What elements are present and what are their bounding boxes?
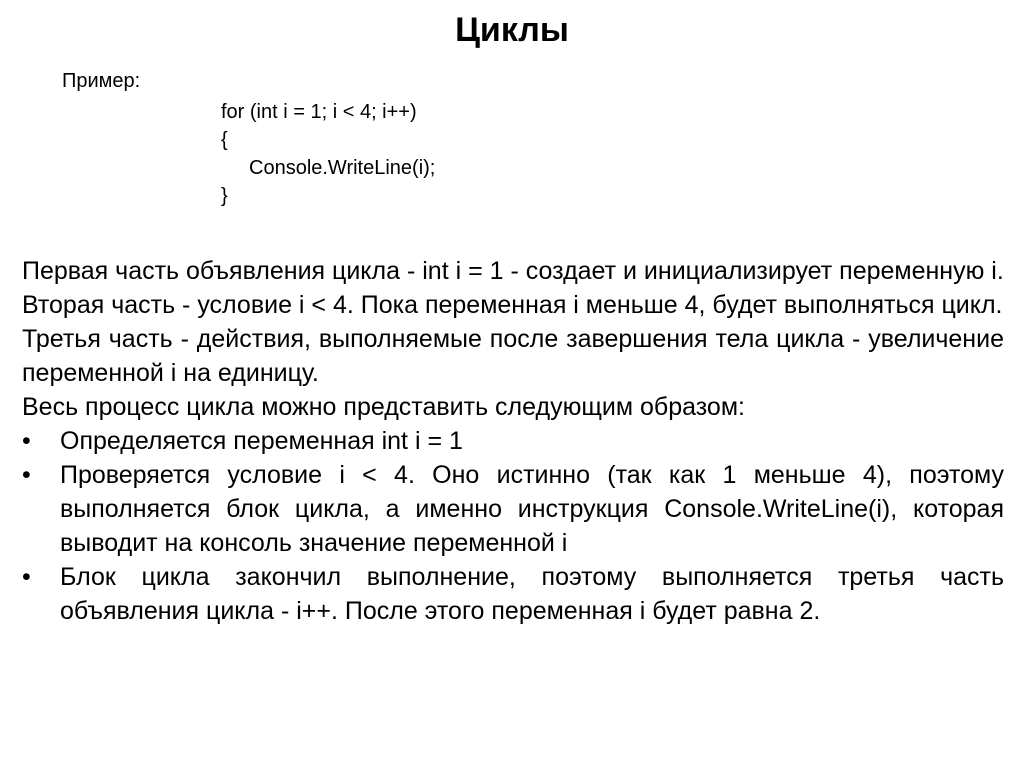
process-steps-list bbox=[22, 424, 1004, 628]
list-item bbox=[22, 458, 1004, 560]
code-line-close-brace: } bbox=[221, 185, 228, 207]
example-label: Пример: bbox=[62, 70, 141, 92]
list-item-text: Определяется переменная int i = 1 bbox=[60, 427, 463, 455]
paragraph-first-part: Первая часть объявления цикла - int i = 1 - создает и инициализирует переменную i. bbox=[22, 257, 1004, 285]
bullet-icon: • bbox=[22, 427, 31, 455]
paragraph-second-part: Вторая часть - условие i < 4. Пока переменная i меньше 4, будет выполняться цикл. bbox=[22, 291, 1003, 319]
code-line-body: Console.WriteLine(i); bbox=[249, 157, 436, 179]
code-example bbox=[221, 98, 435, 210]
list-item bbox=[22, 424, 1004, 458]
list-item-text: Проверяется условие i < 4. Оно истинно (так как 1 меньше 4), поэтому выполняется блок цикла, а именно инструкция Console.WriteLine(i), которая выводит на консоль значение переменной i bbox=[60, 461, 1004, 557]
paragraph-third-part: Третья часть - действия, выполняемые после завершения тела цикла - увеличение переменной i на единицу. bbox=[22, 325, 1004, 387]
code-line-for: for (int i = 1; i < 4; i++) bbox=[221, 101, 417, 123]
explanation-text bbox=[22, 254, 1004, 628]
list-item bbox=[22, 560, 1004, 628]
paragraph-process-intro: Весь процесс цикла можно представить следующим образом: bbox=[22, 393, 745, 421]
slide-title: Циклы bbox=[455, 11, 569, 49]
bullet-icon: • bbox=[22, 563, 31, 591]
list-item-text: Блок цикла закончил выполнение, поэтому выполняется третья часть объявления цикла - i++. После этого переменная i будет равна 2. bbox=[60, 563, 1004, 625]
bullet-icon: • bbox=[22, 461, 31, 489]
code-line-open-brace: { bbox=[221, 129, 228, 151]
